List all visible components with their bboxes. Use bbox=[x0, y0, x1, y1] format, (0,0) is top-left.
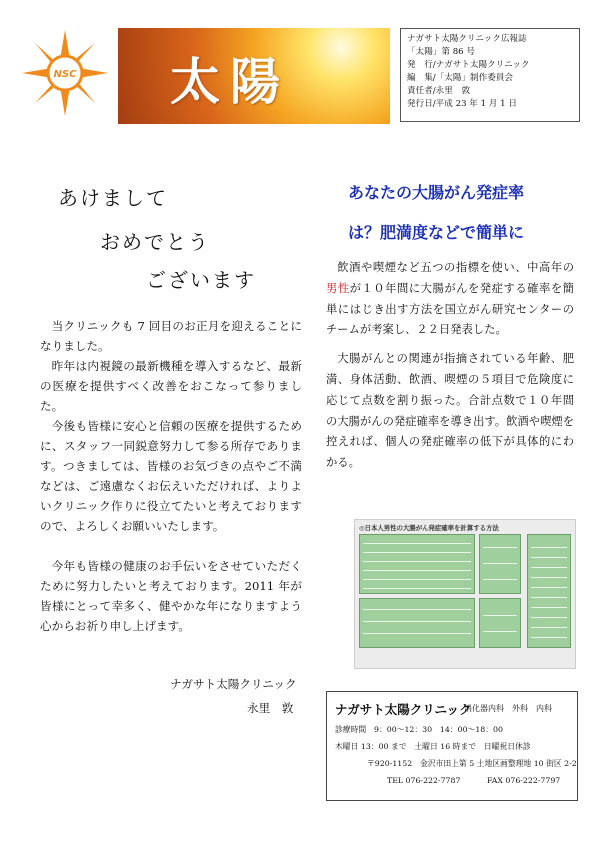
info-line: 発行日/平成 23 年 1 月 1 日 bbox=[407, 99, 517, 109]
clinic-closed-days: 木曜日 13：00 まで 土曜日 16 時まで 日曜祝日休診 bbox=[335, 742, 531, 751]
newsletter-title: 太陽 bbox=[170, 52, 290, 111]
risk-table-image bbox=[354, 519, 576, 669]
clinic-hours: 診療時間 9：00〜12：30 14：00〜18：00 bbox=[335, 725, 503, 734]
greeting-paragraph: 当クリニックも 7 回目のお正月を迎えることになりました。 bbox=[40, 319, 302, 353]
clinic-name: ナガサト太陽クリニック bbox=[335, 702, 472, 717]
publication-info bbox=[400, 28, 580, 122]
article-body bbox=[326, 258, 574, 474]
clinic-info-box bbox=[326, 691, 578, 801]
article-paragraph-2: 大腸がんとの関連が指摘されている年齢、肥満、身体活動、飲酒、喫煙の５項目で危険度に応じて点数を割り振った。合計点数で１０年間の大腸がんの発症確率を導き出す。飲酒や喫煙を控えれば、個人の発症確率の低下が具体的にわかる。 bbox=[326, 352, 574, 470]
table-block bbox=[359, 598, 475, 648]
greeting-line-2: おめでとう bbox=[100, 230, 210, 254]
info-line: 責任者/永里 敦 bbox=[407, 86, 471, 96]
greeting-line-1: あけまして bbox=[58, 186, 168, 210]
greeting-paragraph: 昨年は内視鏡の最新機種を導入するなど、最新の医療を提供すべく改善をおこなって参りました。 bbox=[40, 359, 302, 413]
svg-text:NSC: NSC bbox=[53, 69, 77, 80]
clinic-departments: 消化器内科 外科 内科 bbox=[464, 704, 552, 713]
table-block bbox=[527, 534, 571, 648]
table-block bbox=[359, 534, 475, 594]
greeting-line-3: ございます bbox=[146, 268, 256, 292]
clinic-fax: FAX 076-222-7797 bbox=[487, 776, 561, 785]
info-line: 編 集/「太陽」制作委員会 bbox=[407, 73, 514, 83]
table-block bbox=[479, 598, 521, 648]
info-line: 発 行/ナガサト太陽クリニック bbox=[407, 60, 530, 70]
article-paragraph-1: 飲酒や喫煙など五つの指標を使い、中高年の男性が１０年間に大腸がんを発症する確率を簡単にはじき出す方法を国立がん研究センターのチームが考案し、２２日発表した。 bbox=[326, 261, 574, 337]
sun-logo bbox=[20, 28, 110, 118]
info-line: 「太陽」第 86 号 bbox=[407, 47, 475, 57]
clinic-address: 〒920-1152 金沢市田上第 5 土地区画整理地 10 街区 2-2 bbox=[367, 759, 577, 768]
clinic-tel: TEL 076-222-7787 bbox=[387, 776, 461, 785]
article-headline-1: あなたの大腸がん発症率 bbox=[348, 183, 525, 202]
signature-name: 永里 敦 bbox=[247, 701, 294, 715]
figure-title: ◎日本人男性の大腸がん発症確率を計算する方法 bbox=[359, 524, 499, 532]
info-line: ナガサト太陽クリニック広報誌 bbox=[407, 34, 527, 44]
highlight-text: 男性 bbox=[326, 281, 350, 295]
greeting-paragraph: 今年も皆様の健康のお手伝いをさせていただくために努力したいと考えております。2011 年が皆様にとって幸多く、健やかな年になりますよう心からお祈り申し上げます。 bbox=[40, 559, 302, 633]
greeting-paragraph: 今後も皆様に安心と信頼の医療を提供するために、スタッフ一同鋭意努力して参る所存であります。つきましては、皆様のお気づきの点やご不満などは、ご遠慮なくお伝えいただければ、よりよいクリニック作りに役立てたいと考えておりますので、よろしくお願いいたします。 bbox=[40, 419, 302, 533]
greeting-body bbox=[40, 316, 302, 636]
article-headline-2: は？肥満度などで簡単に bbox=[348, 223, 525, 242]
table-block bbox=[479, 534, 521, 594]
signature-clinic: ナガサト太陽クリニック bbox=[170, 677, 297, 691]
